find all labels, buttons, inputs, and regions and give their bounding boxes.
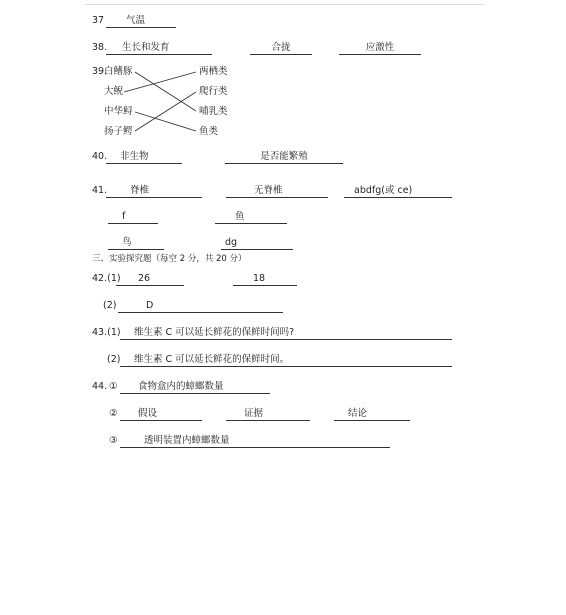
q44-marker-2: ② [109, 408, 118, 419]
q43-number: 43.(1) [92, 327, 121, 338]
q38-answer-1: 生长和发育 [106, 42, 212, 55]
q41-number: 41. [92, 185, 108, 196]
q39-right-item: 爬行类 [199, 86, 228, 97]
q39-right-item: 两栖类 [199, 66, 228, 77]
q44-answer-4: 结论 [334, 408, 410, 421]
q42-answer-1: 26 [116, 273, 184, 286]
q44-answer-3: 证据 [226, 408, 310, 421]
q41-answer-4: f [108, 211, 158, 224]
q38-answer-2: 合拢 [250, 42, 312, 55]
q39-right-item: 鱼类 [199, 126, 219, 137]
q42-answer-3: D [118, 300, 283, 313]
q44-number: 44. [92, 381, 108, 392]
q44-answer-5: 透明装置内蟑螂数量 [120, 435, 390, 448]
q39-left-item: 白鳍豚 [104, 66, 133, 77]
q42-answer-2: 18 [233, 273, 297, 286]
q42-number: 42.(1) [92, 273, 121, 284]
q44-answer-2: 假设 [120, 408, 202, 421]
q38-number: 38. [92, 42, 108, 53]
q42-sub-number-2: (2) [103, 300, 117, 311]
section-3-heading: 三、实验探究题（每空 2 分，共 20 分） [92, 254, 247, 264]
match-line [124, 72, 196, 92]
q39-right-item: 哺乳类 [199, 106, 228, 117]
q39-number: 39. [92, 66, 108, 77]
q39-left-item: 大鲵 [104, 86, 124, 97]
q39-left-item: 中华鲟 [104, 106, 133, 117]
q44-marker-3: ③ [109, 435, 118, 446]
q43-answer-1: 维生素 C 可以延长鲜花的保鲜时间吗? [120, 327, 452, 340]
q40-number: 40. [92, 151, 108, 162]
q41-answer-7: dg [221, 237, 293, 250]
q43-sub-number-2: (2) [107, 354, 121, 365]
q44-marker-1: ① [109, 381, 118, 392]
q43-answer-2: 维生素 C 可以延长鲜花的保鲜时间。 [120, 354, 452, 367]
q37-number: 37 [92, 15, 105, 26]
q39-left-item: 扬子鳄 [104, 126, 133, 137]
q38-answer-3: 应激性 [339, 42, 421, 55]
q37-answer-1: 气温 [106, 15, 176, 28]
q41-answer-3: abdfg(或 ce) [344, 185, 452, 198]
match-line [135, 72, 196, 111]
q41-answer-5: 鱼 [215, 211, 287, 224]
q40-answer-1: 非生物 [106, 151, 182, 164]
match-line [135, 92, 196, 131]
q41-answer-6: 鸟 [108, 237, 164, 250]
q40-answer-2: 是否能繁殖 [225, 151, 343, 164]
q44-answer-1: 食物盒内的蟑螂数量 [120, 381, 270, 394]
match-line [135, 112, 196, 131]
q41-answer-2: 无脊椎 [226, 185, 328, 198]
q41-answer-1: 脊椎 [106, 185, 202, 198]
